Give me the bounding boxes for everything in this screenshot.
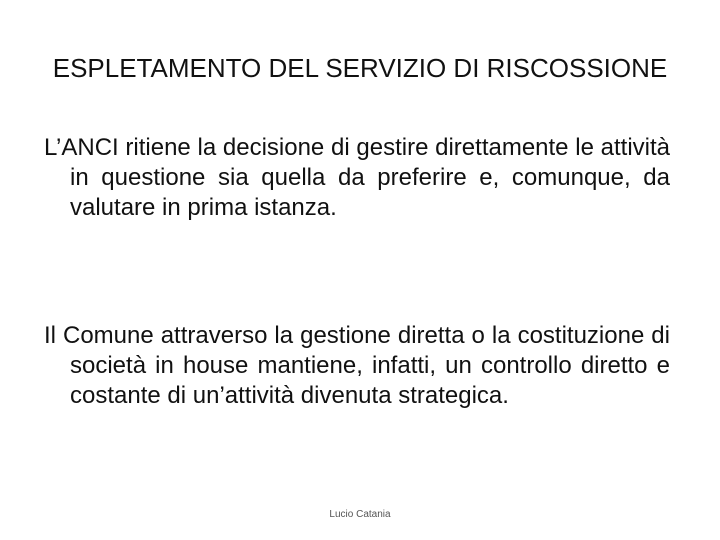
slide-footer: Lucio Catania	[329, 509, 391, 520]
paragraph-2: Il Comune attraverso la gestione diretta o la costituzione di società in house mantiene, infatti, un controllo diretto e costante di un’attività divenuta strategica.	[44, 322, 670, 409]
slide-title: ESPLETAMENTO DEL SERVIZIO DI RISCOSSIONE	[52, 53, 668, 83]
paragraph-1: L’ANCI ritiene la decisione di gestire direttamente le attività in questione sia quella da preferire e, comunque, da valutare in prima istanza.	[44, 134, 670, 221]
paragraph-block-2	[44, 321, 670, 411]
paragraph-block-1	[44, 133, 670, 223]
